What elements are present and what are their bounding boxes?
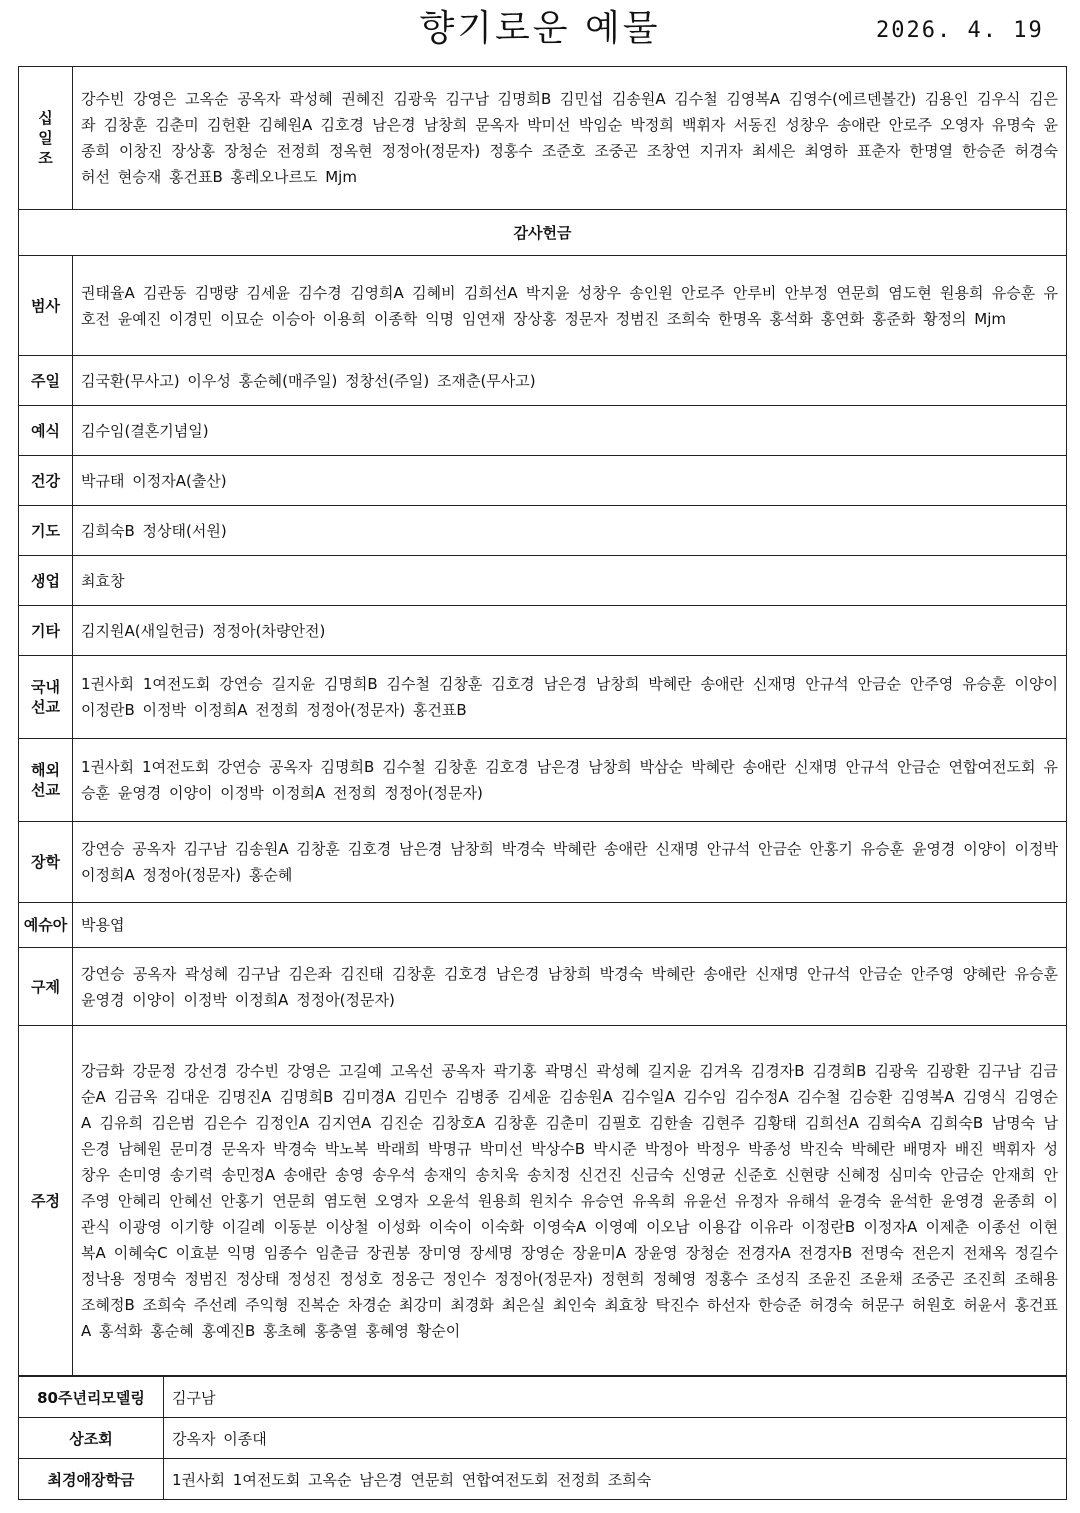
row-label: 장학 (19, 822, 73, 903)
row-label: 범사 (19, 256, 73, 356)
row-overseas-mission (19, 739, 1067, 822)
row-label: 건강 (19, 456, 73, 506)
row-prayer (19, 506, 1067, 556)
row-label: 십 일 조 (19, 67, 73, 210)
row-sunday (19, 356, 1067, 406)
row-label: 상조회 (19, 1418, 164, 1459)
row-label: 예식 (19, 406, 73, 456)
page-title: 향기로운 예물 (419, 8, 661, 49)
row-names: 강옥자 이종대 (164, 1418, 1067, 1459)
special-fund-table (18, 1376, 1067, 1500)
row-names: 권태율A 김관동 김맹량 김세윤 김수경 김영희A 김혜비 김희선A 박지윤 성창우 송인원 안로주 안루비 안부정 연문희 염도현 원용희 유승훈 유호전 윤예진 이경민 이묘순 이승아 이용희 이종학 익명 임연재 장상홍 정문자 정범진 조희숙 한명옥 홍석화 홍연화 홍준화 황정의 Mjm (73, 256, 1067, 356)
row-ceremony (19, 406, 1067, 456)
row-label: 주일 (19, 356, 73, 406)
row-names: 강금화 강문정 강선경 강수빈 강영은 고길예 고옥선 공옥자 곽기홍 곽명신 곽성혜 길지윤 김겨옥 김경자B 김경희B 김광욱 김광환 김구남 김금순A 김금옥 김대운 김명진A 김명희B 김미경A 김민수 김병종 김세윤 김송원A 김수일A 김수임 김수정A 김수철 김승환 김영복A 김영식 김영순A 김유희 김은범 김은수 김정인A 김지연A 김진순 김창호A 김창훈 김춘미 김필호 김한솔 김현주 김황태 김희선A 김희숙A 김희숙B 남명숙 남은경 남혜원 문미경 문옥자 박경숙 박노복 박래희 박명규 박미선 박상수B 박시준 박정아 박정우 박종성 박진숙 박혜란 배명자 배진 백휘자 성창우 손미영 송기력 송민정A 송애란 송영 송우석 송재익 송치욱 송치정 신건진 신금숙 신영균 신준호 신현량 신혜정 심미숙 안금순 안재희 안주영 안혜리 안혜선 안홍기 연문희 염도현 오영자 오윤석 원용희 원치수 유승연 유옥희 유윤선 유정자 유해석 윤경숙 윤석한 윤영경 윤종희 이관식 이광영 이기향 이길례 이동분 이상철 이성화 이숙이 이숙화 이영숙A 이영예 이오남 이용갑 이유라 이정란B 이정자A 이제춘 이종선 이현복A 이혜숙C 이효분 익명 임종수 임춘금 장권봉 장미영 장세명 장영순 장윤미A 장윤영 장청순 전경자A 전경자B 전명숙 전은지 전채옥 정길수 정낙용 정명숙 정범진 정상태 정성진 정성호 정옹근 정인수 정정아(정문자) 정현희 정혜영 정홍수 조성직 조윤진 조윤채 조중곤 조진희 조해용 조혜정B 조희숙 주선례 주익형 진복순 차경순 최강미 최경화 최은실 최인숙 최효창 탁진수 하선자 한승준 허경숙 허문구 허원호 허윤서 홍건표A 홍석화 홍순혜 홍예진B 홍초혜 홍충열 홍혜영 황순이 (73, 1026, 1067, 1376)
row-names: 박규태 이정자A(출산) (73, 456, 1067, 506)
page-date: 2026. 4. 19 (876, 18, 1044, 43)
row-relief (19, 948, 1067, 1026)
row-names: 1권사회 1여전도회 고옥순 남은경 연문희 연합여전도회 전정희 조희숙 (164, 1459, 1067, 1500)
row-label: 생업 (19, 556, 73, 606)
row-remodeling (19, 1377, 1067, 1418)
row-names: 강수빈 강영은 고옥순 공옥자 곽성혜 권혜진 김광욱 김구남 김명희B 김민섭 김송원A 김수철 김영복A 김영수(에르덴볼간) 김용인 김우식 김은좌 김창훈 김춘미 김헌환 김혜원A 김호경 남은경 남창희 문옥자 박미선 박임순 박정희 백휘자 서동진 성창우 송애란 안로주 오영자 유명숙 윤종희 이창진 장상홍 장청순 전정희 정옥현 정정아(정문자) 정홍수 조준호 조중곤 조창연 지귀자 최세은 최영하 표춘자 한명열 한승준 허경숙 허선 현승재 홍건표B 홍레오나르도 Mjm (73, 67, 1067, 210)
row-label: 최경애장학금 (19, 1459, 164, 1500)
row-label: 기도 (19, 506, 73, 556)
row-label: 기타 (19, 606, 73, 656)
row-health (19, 456, 1067, 506)
row-tithe (19, 67, 1067, 210)
row-names: 김희숙B 정상태(서원) (73, 506, 1067, 556)
row-label: 구제 (19, 948, 73, 1026)
row-label: 국내 선교 (19, 656, 73, 739)
page-header (0, 0, 1080, 66)
row-thanks (19, 256, 1067, 356)
row-names: 김지원A(새일헌금) 정정아(차량안전) (73, 606, 1067, 656)
row-names: 김수임(결혼기념일) (73, 406, 1067, 456)
row-weekly (19, 1026, 1067, 1376)
row-yeshua (19, 903, 1067, 948)
row-names: 1권사회 1여전도회 강연승 길지윤 김명희B 김수철 김창훈 김호경 남은경 남창희 박혜란 송애란 신재명 안규석 안금순 안주영 유승훈 이양이 이정란B 이정박 이정희A 전정희 정정아(정문자) 홍건표B (73, 656, 1067, 739)
row-label: 주정 (19, 1026, 73, 1376)
offering-table (18, 66, 1067, 1376)
row-names: 김국환(무사고) 이우성 홍순혜(매주일) 정창선(주일) 조재춘(무사고) (73, 356, 1067, 406)
section-header-row (19, 210, 1067, 256)
section-header: 감사헌금 (19, 210, 1067, 256)
row-mutual-aid (19, 1418, 1067, 1459)
row-names: 박용엽 (73, 903, 1067, 948)
row-label: 80주년리모델링 (19, 1377, 164, 1418)
row-names: 1권사회 1여전도회 강연승 공옥자 김명희B 김수철 김창훈 김호경 남은경 남창희 박삼순 박혜란 송애란 신재명 안규석 안금순 연합여전도회 유승훈 윤영경 이양이 이정박 이정희A 전정희 정정아(정문자) (73, 739, 1067, 822)
row-names: 김구남 (164, 1377, 1067, 1418)
row-scholarship-fund (19, 1459, 1067, 1500)
row-domestic-mission (19, 656, 1067, 739)
row-label: 해외 선교 (19, 739, 73, 822)
row-other (19, 606, 1067, 656)
row-label: 예슈아 (19, 903, 73, 948)
row-scholarship (19, 822, 1067, 903)
row-names: 강연승 공옥자 곽성혜 김구남 김은좌 김진태 김창훈 김호경 남은경 남창희 박경숙 박혜란 송애란 신재명 안규석 안금순 안주영 양혜란 유승훈 윤영경 이양이 이정박 이정희A 정정아(정문자) (73, 948, 1067, 1026)
row-business (19, 556, 1067, 606)
row-names: 최효창 (73, 556, 1067, 606)
row-names: 강연승 공옥자 김구남 김송원A 김창훈 김호경 남은경 남창희 박경숙 박혜란 송애란 신재명 안규석 안금순 안홍기 유승훈 윤영경 이양이 이정박 이정희A 정정아(정문자) 홍순혜 (73, 822, 1067, 903)
